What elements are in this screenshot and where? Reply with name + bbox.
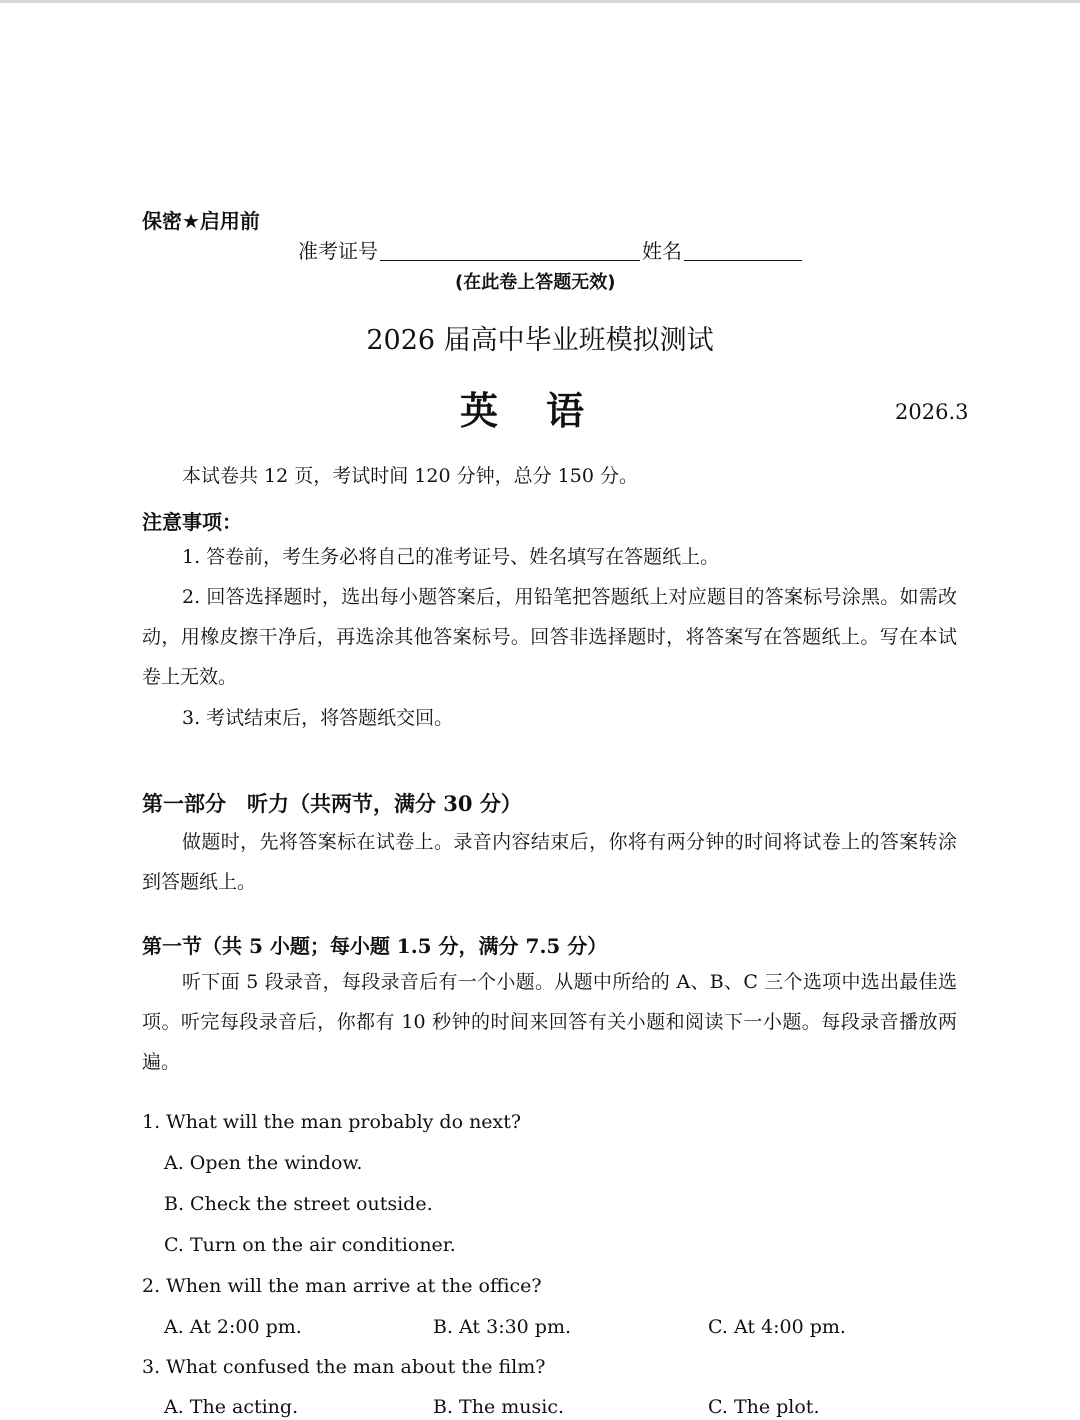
part1-instruction: 做题时，先将答案标在试卷上。录音内容结束后，你将有两分钟的时间将试卷上的答案转涂到答题纸上。: [142, 831, 957, 893]
question-2: 2. When will the man arrive at the office?: [142, 1275, 542, 1297]
question-2-option-c: C. At 4:00 pm.: [708, 1316, 846, 1338]
name-blank: [684, 240, 802, 261]
exam-id-label: 准考证号: [298, 239, 378, 263]
question-2-option-b: B. At 3:30 pm.: [433, 1316, 572, 1338]
part1-heading: 第一部分 听力（共两节，满分 30 分）: [142, 791, 522, 816]
section1-heading: 第一节（共 5 小题；每小题 1.5 分，满分 7.5 分）: [142, 934, 608, 958]
question-2-option-a: A. At 2:00 pm.: [164, 1316, 302, 1338]
exam-summary: 本试卷共 12 页，考试时间 120 分钟，总分 150 分。: [182, 465, 638, 487]
notice-item: 2. 回答选择题时，选出每小题答案后，用铅笔把答题纸上对应题目的答案标号涂黑。如需改动，用橡皮擦干净后，再选涂其他答案标号。回答非选择题时，将答案写在答题纸上。写在本试卷上无效。: [142, 586, 957, 688]
name-label: 姓名: [642, 239, 682, 263]
question-3-option-c: C. The plot.: [708, 1396, 820, 1418]
question-3: 3. What confused the man about the film?: [142, 1356, 546, 1378]
notice-item: 1. 答卷前，考生务必将自己的准考证号、姓名填写在答题纸上。: [182, 546, 720, 568]
question-3-option-b: B. The music.: [433, 1396, 564, 1418]
question-3-option-a: A. The acting.: [164, 1396, 299, 1418]
invalid-answer-note: (在此卷上答题无效): [455, 272, 616, 293]
confidential-label: 保密★启用前: [142, 209, 260, 233]
exam-title: 2026 届高中毕业班模拟测试: [366, 325, 714, 356]
question-1: 1. What will the man probably do next?: [142, 1111, 522, 1133]
question-1-option-c: C. Turn on the air conditioner.: [164, 1234, 456, 1256]
exam-date: 2026.3: [895, 400, 969, 424]
question-1-option-b: B. Check the street outside.: [164, 1193, 433, 1215]
notice-item: 3. 考试结束后，将答题纸交回。: [182, 707, 454, 729]
question-1-option-a: A. Open the window.: [164, 1152, 363, 1174]
exam-id-blank: [380, 240, 640, 261]
notice-title: 注意事项：: [142, 510, 242, 534]
subject-title: 英语: [459, 389, 632, 433]
page-top-edge: [0, 0, 1080, 3]
candidate-info-row: [298, 235, 802, 264]
section1-instruction: 听下面 5 段录音，每段录音后有一个小题。从题中所给的 A、B、C 三个选项中选出最佳选项。听完每段录音后，你都有 10 秒钟的时间来回答有关小题和阅读下一小题。每段录音播放两遍。: [142, 971, 957, 1073]
